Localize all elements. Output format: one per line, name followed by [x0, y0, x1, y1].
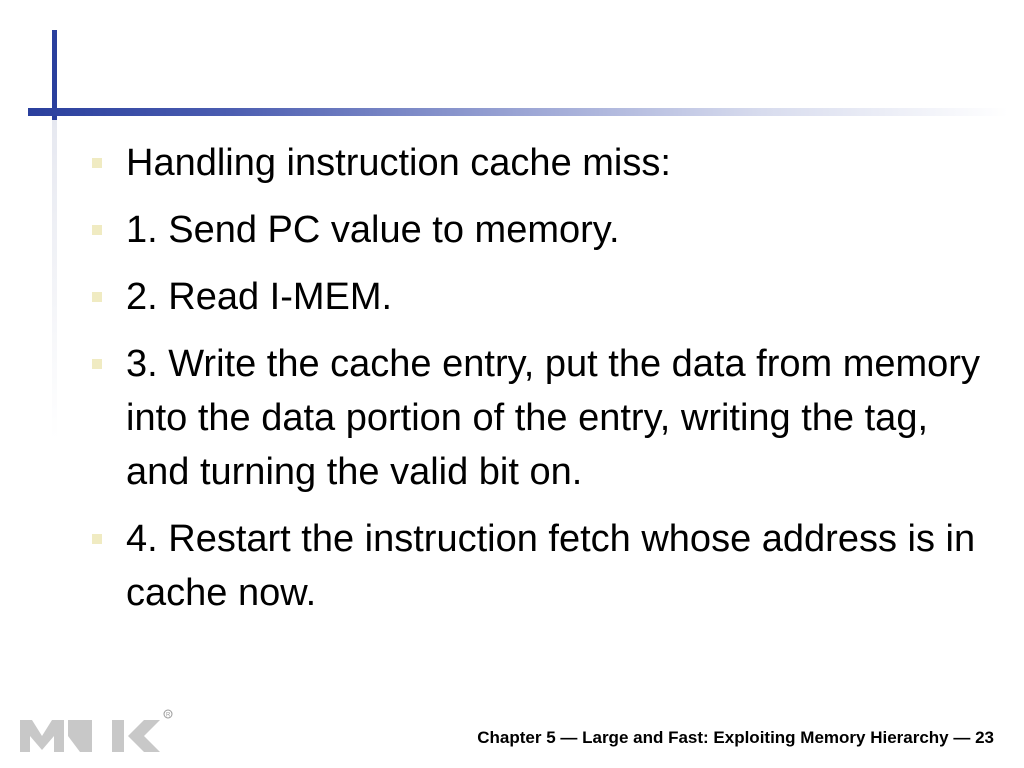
- bullet-marker-icon: [92, 359, 102, 369]
- vertical-accent-fade: [52, 120, 57, 440]
- bullet-item: [88, 337, 998, 499]
- bullet-item: [88, 203, 998, 257]
- bullet-item: [88, 512, 998, 620]
- slide-footer: Chapter 5 — Large and Fast: Exploiting Memory Hierarchy — 23: [477, 728, 994, 747]
- bullet-marker-icon: [92, 158, 102, 168]
- bullet-text: 1. Send PC value to memory.: [126, 209, 620, 251]
- bullet-item: [88, 270, 998, 324]
- horizontal-accent-bar: [28, 108, 1008, 116]
- svg-text:R: R: [166, 712, 171, 719]
- bullet-item: [88, 136, 998, 190]
- mk-publisher-logo-icon: [20, 708, 180, 758]
- bullet-text: 2. Read I-MEM.: [126, 276, 393, 318]
- bullet-text: Handling instruction cache miss:: [126, 142, 671, 184]
- bullet-text: 3. Write the cache entry, put the data from memory into the data portion of the entry, writing the tag, and turning the valid bit on.: [126, 343, 980, 493]
- bullet-list: [88, 136, 998, 633]
- bullet-marker-icon: [92, 292, 102, 302]
- bullet-marker-icon: [92, 225, 102, 235]
- bullet-marker-icon: [92, 534, 102, 544]
- bullet-text: 4. Restart the instruction fetch whose address is in cache now.: [126, 518, 976, 614]
- vertical-accent-bar: [52, 30, 57, 120]
